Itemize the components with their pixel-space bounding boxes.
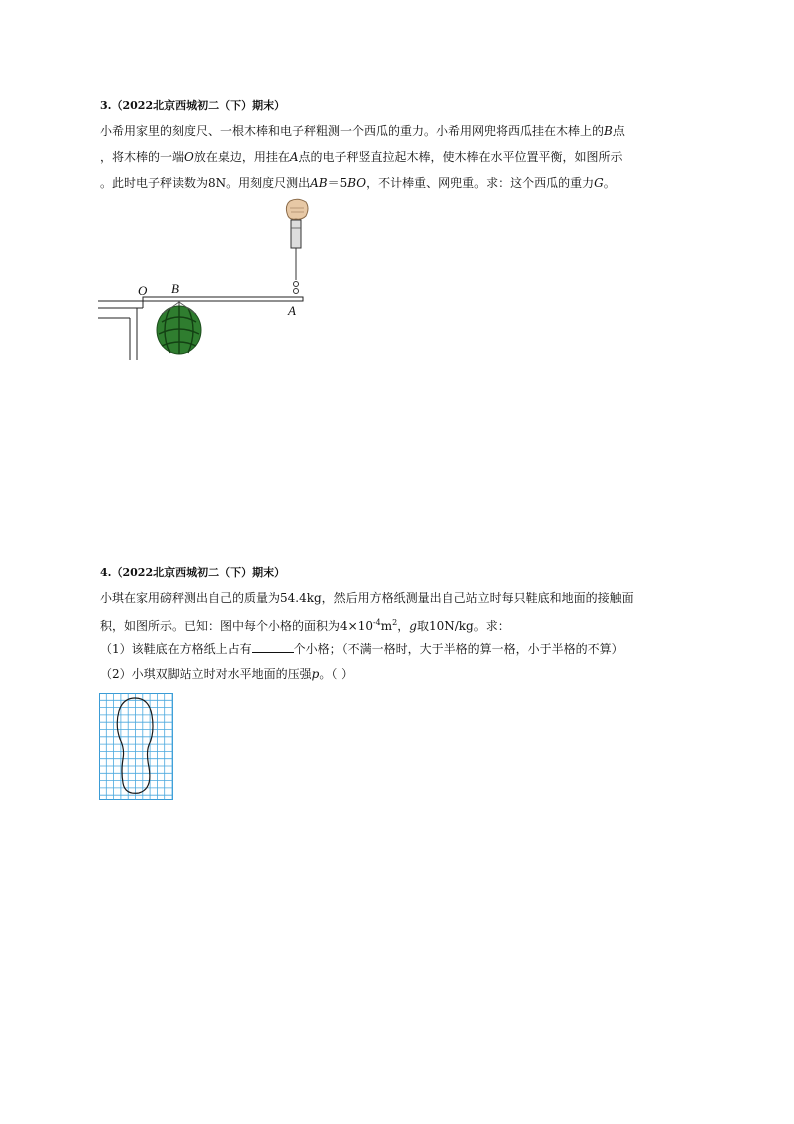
lever-watermelon-figure [98,198,312,366]
q3-var-g: G [594,176,604,190]
q4-part2-a: （2）小琪双脚站立时对水平地面的压强 [100,667,312,681]
q3-text-line-3 [100,176,616,190]
label-o: O [138,283,148,298]
q4-part-1 [100,641,624,656]
q3-line2-c: 点的电子秤竖直拉起木棒，使木棒在水平位置平衡，如图所示 [298,150,623,164]
q3-source: （2022北京西城初二（下）期末） [111,99,286,112]
electronic-scale [291,216,301,248]
q3-line2-a: ，将木棒的一端 [100,150,185,164]
hand-drawing [286,199,308,219]
q4-header [100,566,285,580]
q4-line2-a: 积，如图所示。已知：图中每个小格的面积为4×10 [100,619,373,633]
q4-part2-b: 。（ ） [319,667,354,681]
q4-text-line-2 [100,616,510,633]
q4-part1-a: （1）该鞋底在方格纸上占有 [100,642,252,656]
label-a: A [288,303,296,318]
q3-var-ab: AB [310,176,328,190]
q3-var-b: B [604,124,613,138]
q4-number: 4. [100,566,112,579]
q3-var-bo: BO [347,176,367,190]
q3-number: 3. [100,99,112,112]
grid-paper [100,694,173,800]
q3-line2-b: 放在桌边，用挂在 [193,150,290,164]
q3-line1-text: 小希用家里的刻度尺、一根木棒和电子秤粗测一个西瓜的重力。小希用网兜将西瓜挂在木棒上的 [100,124,605,138]
q3-var-o: O [184,150,194,164]
table-drawing [98,301,143,360]
q3-line3-a: 。此时电子秤读数为8N。用刻度尺测出 [100,176,311,190]
q3-header [100,99,285,113]
q4-line1-text: 小琪在家用磅秤测出自己的质量为54.4kg，然后用方格纸测量出自己站立时每只鞋底和地面的接触面 [100,591,634,605]
q4-source: （2022北京西城初二（下）期末） [111,566,286,579]
q4-part-2 [100,667,353,681]
q3-line1-end: 点 [612,124,625,138]
q4-part1-b: 个小格；（不满一格时，大于半格的算一格，小于半格的不算） [293,642,624,656]
q4-line2-c: ， [397,619,410,633]
q4-square: 2 [392,618,398,627]
q3-eq-mid: ＝5 [327,176,348,190]
watermelon [157,302,201,354]
q4-exponent: -4 [372,618,381,627]
q3-var-a: A [289,150,299,164]
q4-line2-d: 取10N/kg。求： [416,619,510,633]
q4-var-p: p [311,667,320,681]
q3-text-line-2 [100,150,623,164]
answer-blank[interactable] [252,641,294,653]
wooden-stick [143,297,303,301]
scale-hook [294,247,299,294]
q4-var-g: g [409,619,417,633]
q3-text-line-1 [100,124,625,138]
q4-unit-m: m [380,619,393,633]
q3-line3-end: 。 [603,176,616,190]
q3-line3-b: ，不计棒重、网兜重。求：这个西瓜的重力 [366,176,595,190]
label-b: B [171,281,179,296]
q4-text-line-1 [100,591,634,605]
grid-paper-shoe-figure [99,693,174,801]
